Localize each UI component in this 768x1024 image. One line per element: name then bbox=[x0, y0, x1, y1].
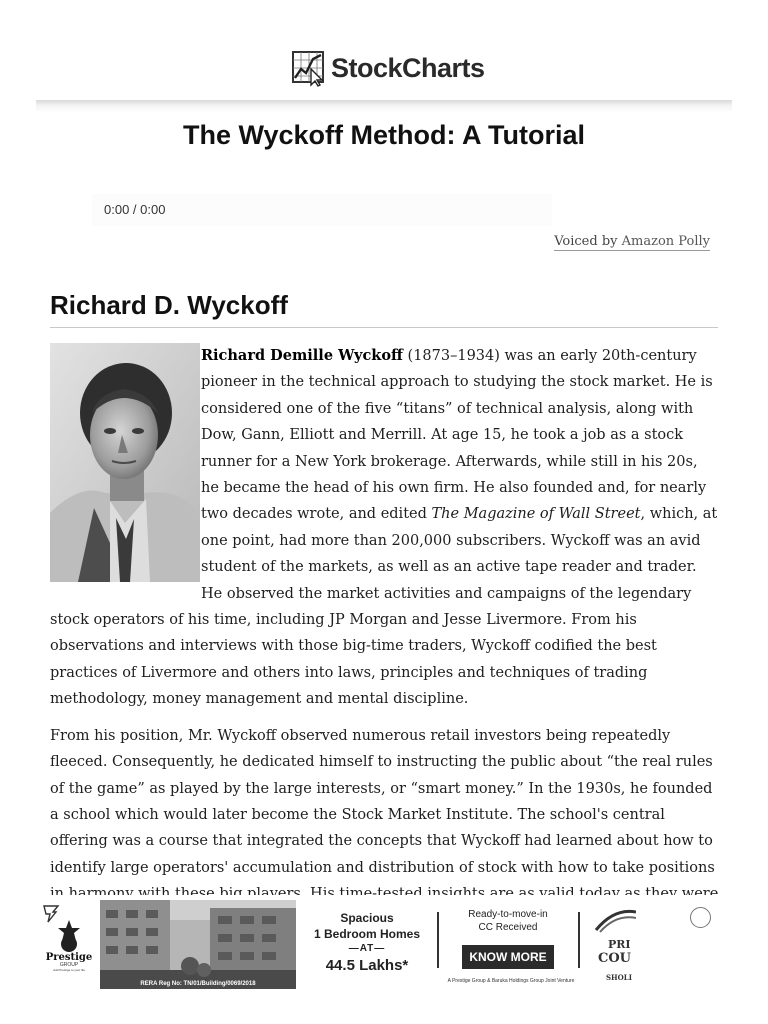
know-more-button[interactable]: KNOW MORE bbox=[462, 945, 554, 969]
prestige-logo bbox=[46, 920, 92, 972]
audio-player[interactable] bbox=[92, 194, 552, 226]
stockcharts-logo-icon bbox=[291, 49, 327, 87]
paragraph-1-text-b: , which, at one point, had more than 200,000 subscribers. Wyckoff was an avid student of the markets, as well as an active tape reader and trader. He observed the market activities and campaigns of the legendary stock operators of his time, including JP Morgan and Jesse Livermore. From his observations and interviews with those big-time traders, Wyckoff codified the best practices of Livermore and others into laws, principles and techniques of trading methodology, money management and mental discipline. bbox=[50, 506, 718, 708]
stockcharts-logo[interactable] bbox=[291, 48, 485, 88]
ad-divider-2 bbox=[578, 912, 580, 968]
article-body bbox=[50, 343, 720, 944]
ad-building-photo[interactable] bbox=[100, 900, 296, 989]
ad-project-logo bbox=[594, 900, 636, 986]
ad-divider-1 bbox=[437, 912, 439, 968]
ad-right-text-b: COU bbox=[598, 951, 632, 966]
voiced-by-label: Voiced by bbox=[554, 234, 618, 249]
ad-offer-text bbox=[300, 910, 434, 976]
audio-time: 0:00 / 0:00 bbox=[104, 202, 166, 217]
header-shadow bbox=[36, 100, 732, 112]
ad-cc-line: CC Received bbox=[478, 922, 538, 933]
prestige-tagline: Add Prestige to your life bbox=[53, 968, 85, 972]
section-divider bbox=[50, 327, 718, 328]
ad-ready-line: Ready-to-move-in bbox=[468, 909, 548, 920]
page-title: The Wyckoff Method: A Tutorial bbox=[183, 120, 585, 150]
ad-line-spacious: Spacious bbox=[340, 911, 394, 925]
ad-ready-text bbox=[446, 908, 570, 934]
ad-right-text-a: PRI bbox=[608, 938, 631, 951]
portrait-spacer bbox=[50, 343, 201, 583]
ad-right-text-c: SHOLI bbox=[606, 973, 632, 982]
ad-close-icon[interactable] bbox=[690, 907, 711, 928]
ad-fine-print: A Prestige Group & Baruka Holdings Group Joint Venture bbox=[447, 978, 575, 984]
magazine-title: The Magazine of Wall Street bbox=[431, 506, 641, 523]
ad-line-homes: 1 Bedroom Homes bbox=[313, 927, 421, 941]
ad-line-price: 44.5 Lakhs* bbox=[325, 957, 409, 974]
rera-text: RERA Reg No: TN/01/Building/0069/2018 bbox=[140, 981, 256, 987]
paragraph-1-text-a: (1873–1934) was an early 20th-century pioneer in the technical approach to studying the stock market. He is considered one of the five “titans” of technical analysis, along with Dow, Gann, Elliott and Merrill. At age 15, he took a job as a stock runner for a New York brokerage. Afterwards, while still in his 20s, he became the head of his own firm. He also founded and, for nearly two decades wrote, and edited bbox=[201, 348, 713, 523]
prestige-brand-text: Prestige bbox=[46, 952, 92, 963]
amazon-polly-link[interactable]: Amazon Polly bbox=[621, 234, 710, 249]
voiced-by bbox=[554, 234, 710, 251]
prestige-group-text: GROUP bbox=[59, 962, 79, 968]
site-header bbox=[0, 0, 768, 100]
section-heading: Richard D. Wyckoff bbox=[50, 290, 288, 320]
logo-text: StockCharts bbox=[331, 52, 485, 83]
wyckoff-full-name: Richard Demille Wyckoff bbox=[201, 347, 403, 364]
ad-line-at: —AT— bbox=[348, 943, 386, 954]
article-paragraph-2: From his position, Mr. Wyckoff observed numerous retail investors being repeatedly fleeced. Consequently, he dedicated himself to instructing the public about “the real rules of the game” as played by the large interests, or “smart money.” In the 1930s, he founded a school which would later become the Stock Market Institute. The school's central offering was a course that integrated the concepts that Wyckoff had learned about how to identify large operators' accumulation and distribution of stock with how to take positions bbox=[50, 727, 715, 876]
